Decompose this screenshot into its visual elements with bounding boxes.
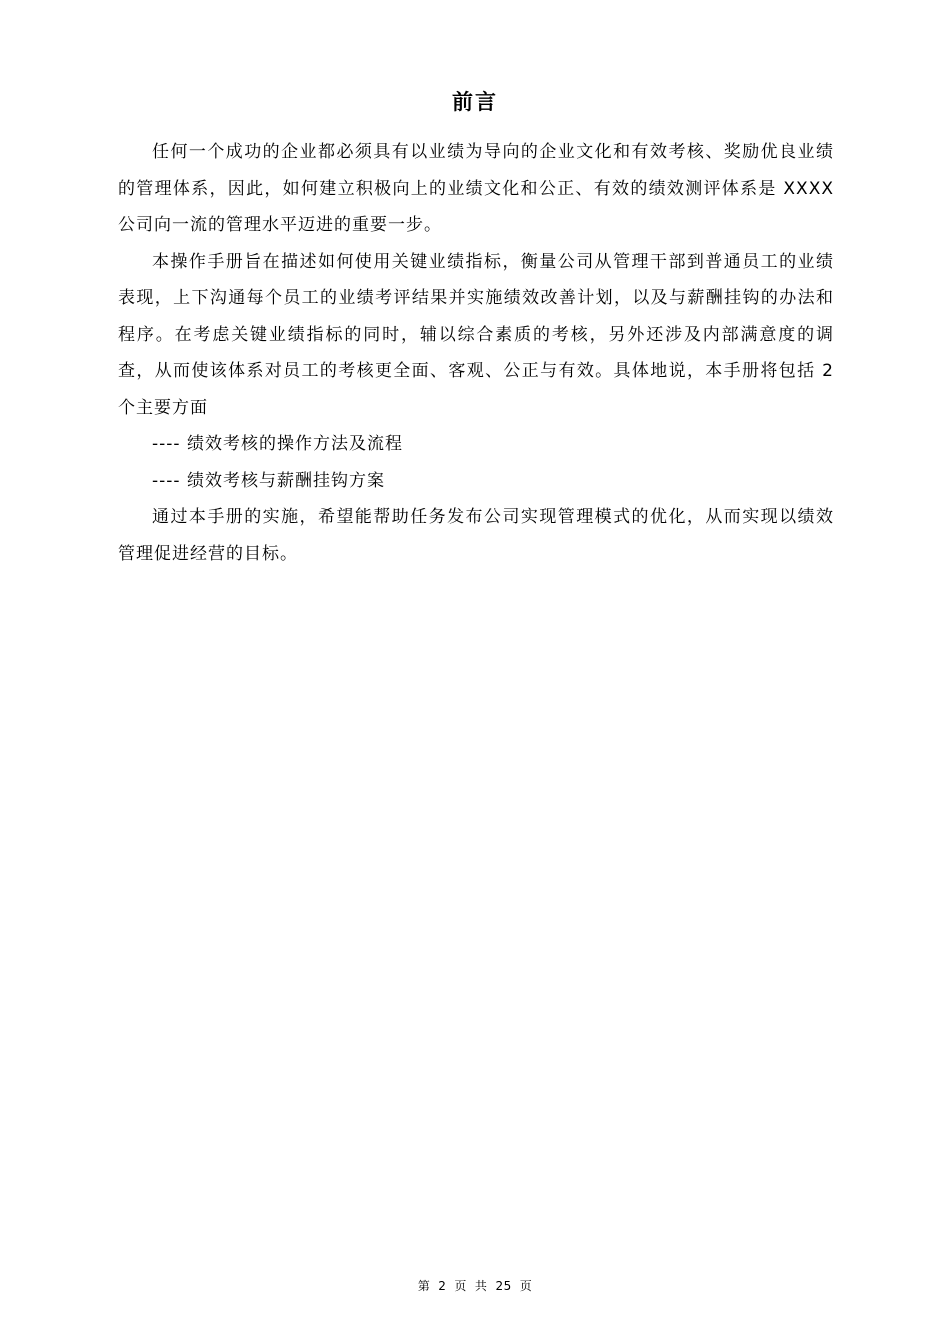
paragraph-closing: 通过本手册的实施，希望能帮助任务发布公司实现管理模式的优化，从而实现以绩效管理促进经营的目标。 bbox=[118, 507, 834, 564]
document-body bbox=[118, 134, 834, 572]
paragraph-manual-purpose: 本操作手册旨在描述如何使用关键业绩指标，衡量公司从管理干部到普通员工的业绩表现，上下沟通每个员工的业绩考评结果并实施绩效改善计划，以及与薪酬挂钩的办法和程序。在考虑关键业绩指标的同时，辅以综合素质的考核，另外还涉及内部满意度的调查，从而使该体系对员工的考核更全面、客观、公正与有效。具体地说，本手册将包括 2 个主要方面 bbox=[118, 251, 834, 418]
footer-prefix: 第 bbox=[417, 1279, 431, 1293]
list-item: ---- 绩效考核与薪酬挂钩方案 bbox=[152, 470, 385, 491]
footer-total-word: 共 bbox=[474, 1279, 488, 1293]
page-footer bbox=[0, 1276, 950, 1296]
list-item: ---- 绩效考核的操作方法及流程 bbox=[152, 434, 403, 454]
footer-total-pages: 25 bbox=[495, 1279, 512, 1293]
footer-page-word: 页 bbox=[454, 1279, 467, 1293]
paragraph-intro: 任何一个成功的企业都必须具有以业绩为导向的企业文化和有效考核、奖励优良业绩的管理体系，因此，如何建立积极向上的业绩文化和公正、有效的绩效测评体系是 XXXX 公司向一流的管理水平迈进的重要一步。 bbox=[118, 142, 834, 235]
footer-current-page: 2 bbox=[438, 1279, 447, 1293]
page-title: 前言 bbox=[452, 90, 498, 114]
footer-suffix: 页 bbox=[519, 1279, 533, 1293]
